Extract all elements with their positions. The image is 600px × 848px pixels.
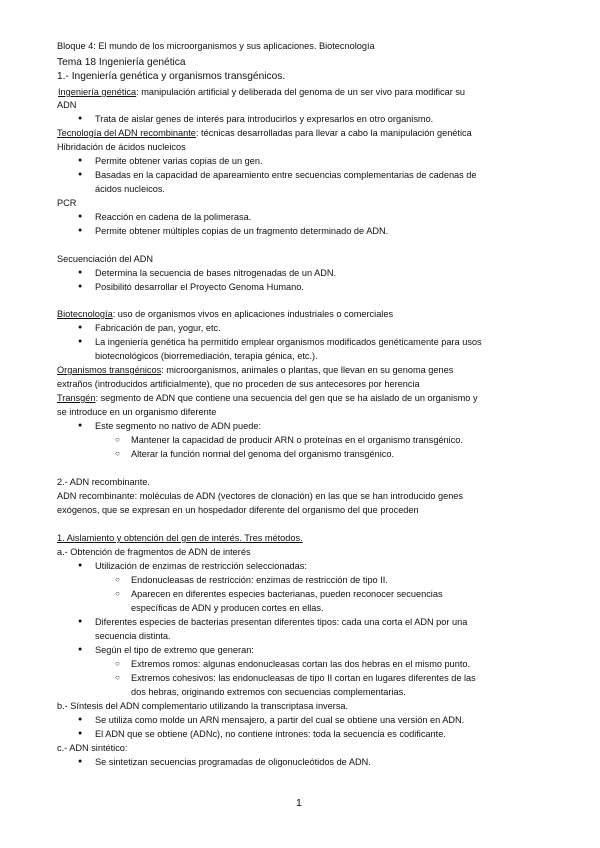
method-a-title: a.- Obtención de fragmentos de ADN de interés [57,547,251,557]
definition-transgen [57,392,478,404]
definition-text-continued: ADN [57,100,77,110]
definition-text-continued: exógenos, que se expresan en un hospedador diferente del organismo del que proceden [57,505,419,515]
list-item: ● Diferentes especies de bacterias presentan diferentes tipos: cada una corta el ADN por una [95,616,467,628]
list-item-continued: secuencia distinta. [95,631,171,641]
list-item: ● Permite obtener varias copias de un gen. [95,155,263,167]
sub-list-item-continued: específicas de ADN y producen cortes en ellas. [131,603,324,613]
list-item: ● Este segmento no nativo de ADN puede: [95,420,261,432]
definition-text: : uso de organismos vivos en aplicaciones industriales o comerciales [112,309,394,319]
list-item: ● Posibilitó desarrollar el Proyecto Genoma Humano. [95,281,304,293]
definition-text: : segmento de ADN que contiene una secuencia del gen que se ha aislado de un organismo y [95,393,478,403]
definition-biotecnologia [57,308,393,320]
sub-list-item: ○ Extremos romos: algunas endonucleasas cortan las dos hebras en el mismo punto. [131,658,470,670]
definition-tecnologia-adn [57,127,472,139]
definition-organismos-transgenicos [57,364,453,376]
list-item: ● Según el tipo de extremo que generan: [95,644,254,656]
list-item: ● Fabricación de pan, yogur, etc. [95,322,221,334]
definition-text: : técnicas desarrolladas para llevar a cabo la manipulación genética [195,128,472,138]
definition-text: : microorganismos, animales o plantas, que llevan en su genoma genes [161,365,454,375]
sub-list-item: ○ Alterar la función normal del genoma del organismo transgénico. [131,448,394,460]
list-item: ● Reacción en cadena de la polimerasa. [95,211,251,223]
subheading-secuenciacion: Secuenciación del ADN [57,254,154,264]
list-item-continued: ácidos nucleicos. [95,184,165,194]
list-item: ● Se utiliza como molde un ARN mensajero, a partir del cual se obtiene una versión en ADN. [95,714,464,726]
list-item: ● Determina la secuencia de bases nitrogenadas de un ADN. [95,267,336,279]
sub-list-item: ○ Aparecen en diferentes especies bacterianas, pueden reconocer secuencias [131,588,443,600]
definition-ingenieria-genetica [58,86,465,98]
term-organismos-transgenicos: Organismos transgénicos [57,365,162,375]
method-b-title: b.- Síntesis del ADN complementario utilizando la transcriptasa inversa. [57,701,349,711]
section-1-title: 1.- Ingeniería genética y organismos transgénicos. [57,71,286,82]
list-item: ● Trata de aislar genes de interés para introducirlos y expresarlos en otro organismo. [95,113,433,125]
section-3-title: 1. Aislamiento y obtención del gen de interés. Tres métodos. [57,533,303,543]
definition-text: : manipulación artificial y deliberada del genoma de un ser vivo para modificar su [136,87,466,97]
sub-list-item: ○ Mantener la capacidad de producir ARN o proteínas en el organismo transgénico. [131,434,463,446]
list-item-continued: biotecnológicos (biorremediación, terapia génica, etc.). [95,351,318,361]
term-ingenieria-genetica: Ingeniería genética [58,87,137,97]
list-item: ● Se sintetizan secuencias programadas de oligonucleótidos de ADN. [95,756,371,768]
method-c-title: c.- ADN sintético: [57,743,128,753]
sub-list-item: ○ Endonucleasas de restricción: enzimas de restricción de tipo II. [131,574,388,586]
list-item: ● Permite obtener múltiples copias de un fragmento determinado de ADN. [95,225,388,237]
definition-adn-recombinante: ADN recombinante: moléculas de ADN (vectores de clonación) en las que se han introducido genes [57,491,464,501]
definition-text-continued: se introduce en un organismo diferente [57,407,217,417]
list-item: ● Utilización de enzimas de restricción seleccionadas: [95,560,307,572]
subheading-hibridacion: Hibridación de ácidos nucleicos [57,142,186,152]
term-tecnologia-adn: Tecnología del ADN recombinante [57,128,196,138]
sub-list-item-continued: dos hebras, originando extremos con secuencias complementarias. [131,687,406,697]
list-item: ● La ingeniería genética ha permitido emplear organismos modificados genéticamente para usos [95,336,482,348]
definition-text-continued: extraños (introducidos artificialmente), que no proceden de sus antecesores por herencia [57,379,420,389]
term-transgen: Transgén [57,393,96,403]
subheading-pcr: PCR [57,198,77,208]
page-number: 1 [296,797,302,809]
term-biotecnologia: Biotecnología [57,309,113,319]
list-item: ● Basadas en la capacidad de apareamiento entre secuencias complementarias de cadenas de [95,169,477,181]
topic-title: Tema 18 Ingeniería genética [57,57,186,68]
list-item: ● El ADN que se obtiene (ADNc), no contiene intrones: toda la secuencia es codificante. [95,728,446,740]
document-header: Bloque 4: El mundo de los microorganismos y sus aplicaciones. Biotecnología [57,41,375,51]
section-2-title: 2.- ADN recombinante. [57,477,150,487]
sub-list-item: ○ Extremos cohesivos: las endonucleasas de tipo II cortan en lugares diferentes de las [131,672,476,684]
